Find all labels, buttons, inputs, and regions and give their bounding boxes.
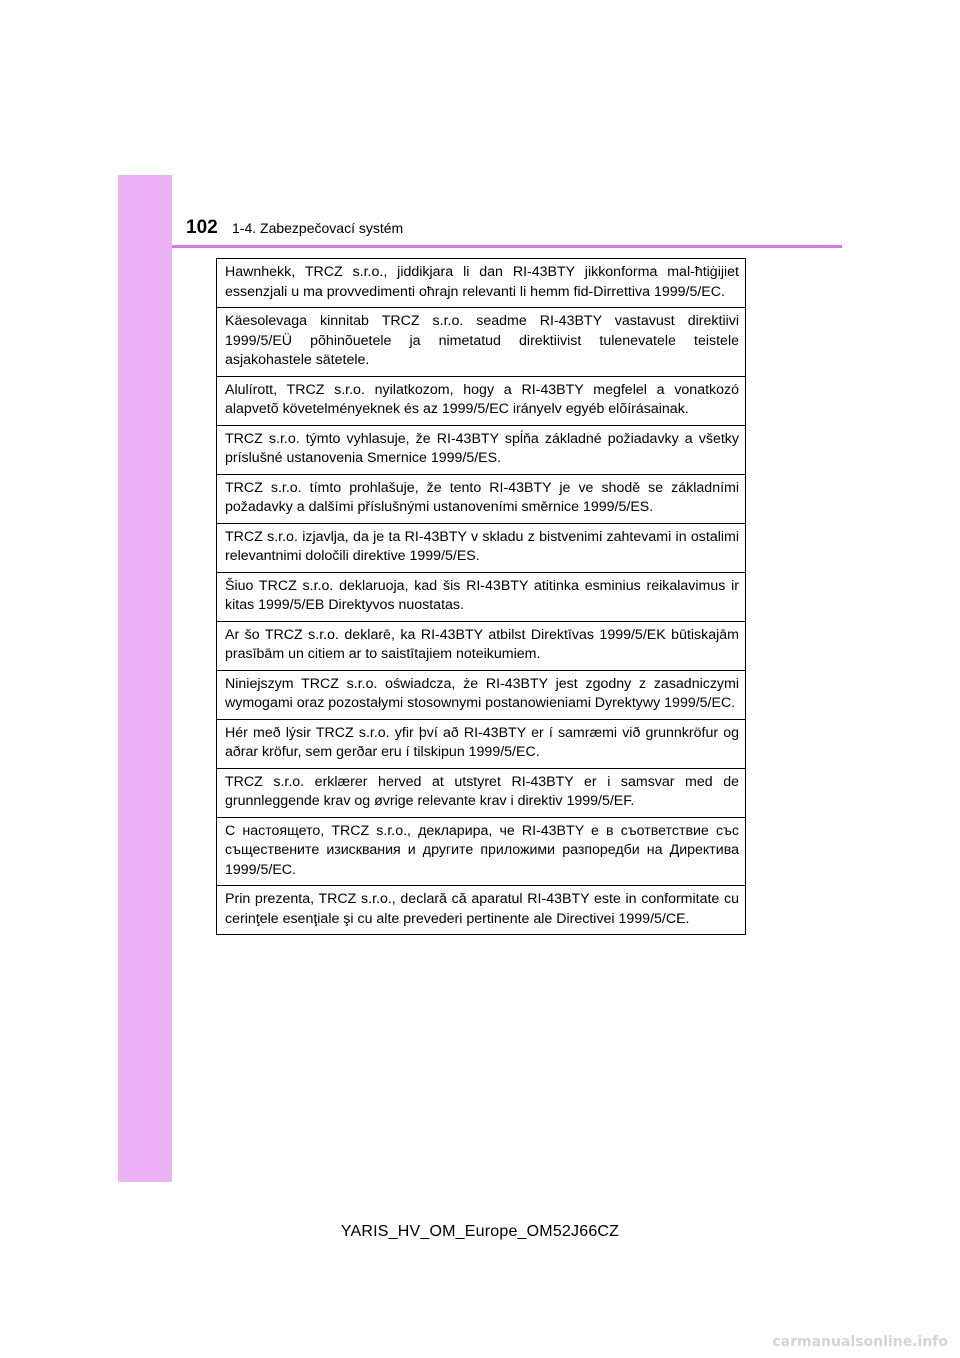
declaration-row-bulgarian: С настоящето, TRCZ s.r.o., декларира, че RI-43BTY е в съответствие със съществените изисквания и другите приложими разпоредби на Директива 1999/5/ЕС. [217, 817, 745, 886]
declaration-row-maltese: Hawnhekk, TRCZ s.r.o., jiddikjara li dan RI-43BTY jikkonforma mal-ħtiġijiet essenzjali u ma provvedimenti oħrajn relevanti li hemm fid-Dirrettiva 1999/5/EC. [225, 264, 739, 300]
declaration-row-estonian: Käesolevaga kinnitab TRCZ s.r.o. seadme RI-43BTY vastavust direktiivi 1999/5/EÜ põhinõuetele ja nimetatud direktiivist tulenevatele teistele asjakohastele sätetele. [217, 307, 745, 376]
page-number: 102 [186, 217, 218, 238]
watermark: carmanualsonline.info [772, 1334, 948, 1350]
section-side-tab [118, 175, 172, 1182]
declaration-row-slovak: TRCZ s.r.o. týmto vyhlasuje, že RI-43BTY spĺňa základné požiadavky a všetky príslušné ustanovenia Smernice 1999/5/ES. [217, 425, 745, 474]
declaration-row-norwegian: TRCZ s.r.o. erklærer herved at utstyret RI-43BTY er i samsvar med de grunnleggende krav og øvrige relevante krav i direktiv 1999/5/EF. [217, 768, 745, 817]
declaration-row-icelandic: Hér með lýsir TRCZ s.r.o. yfir því að RI-43BTY er í samræmi við grunnkröfur og aðrar kröfur, sem gerðar eru í tilskipun 1999/5/EC. [217, 719, 745, 768]
declaration-row-hungarian: Alulírott, TRCZ s.r.o. nyilatkozom, hogy a RI-43BTY megfelel a vonatkozó alapvetõ követelményeknek és az 1999/5/EC irányelv egyéb elõírásainak. [217, 376, 745, 425]
section-title: 1-4. Zabezpečovací systém [232, 220, 404, 236]
declaration-row-romanian: Prin prezenta, TRCZ s.r.o., declară că aparatul RI-43BTY este in conformitate cu cerinţele esenţiale şi cu alte prevederi pertinente ale Directivei 1999/5/CE. [217, 885, 745, 934]
declaration-row-latvian: Ar šo TRCZ s.r.o. deklarē, ka RI-43BTY atbilst Direktīvas 1999/5/EK būtiskajām prasībām un citiem ar to saistītajiem noteikumiem. [217, 621, 745, 670]
declaration-row-lithuanian: Šiuo TRCZ s.r.o. deklaruoja, kad šis RI-43BTY atitinka esminius reikalavimus ir kitas 1999/5/EB Direktyvos nuostatas. [217, 572, 745, 621]
declaration-row-slovenian: TRCZ s.r.o. izjavlja, da je ta RI-43BTY v skladu z bistvenimi zahtevami in ostalimi relevantnimi določili direktive 1999/5/ES. [217, 523, 745, 572]
declaration-row-polish: Niniejszym TRCZ s.r.o. oświadcza, że RI-43BTY jest zgodny z zasadniczymi wymogami oraz pozostałymi stosownymi postanowieniami Dyrektywy 1999/5/EC. [217, 670, 745, 719]
declarations-table [216, 258, 746, 935]
document-code: YARIS_HV_OM_Europe_OM52J66CZ [340, 1223, 620, 1240]
header-rule [172, 245, 842, 248]
page-header [172, 214, 842, 262]
declaration-row-czech: TRCZ s.r.o. tímto prohlašuje, že tento RI-43BTY je ve shodě se základními požadavky a dalšími příslušnými ustanoveními směrnice 1999/5/ES. [217, 474, 745, 523]
